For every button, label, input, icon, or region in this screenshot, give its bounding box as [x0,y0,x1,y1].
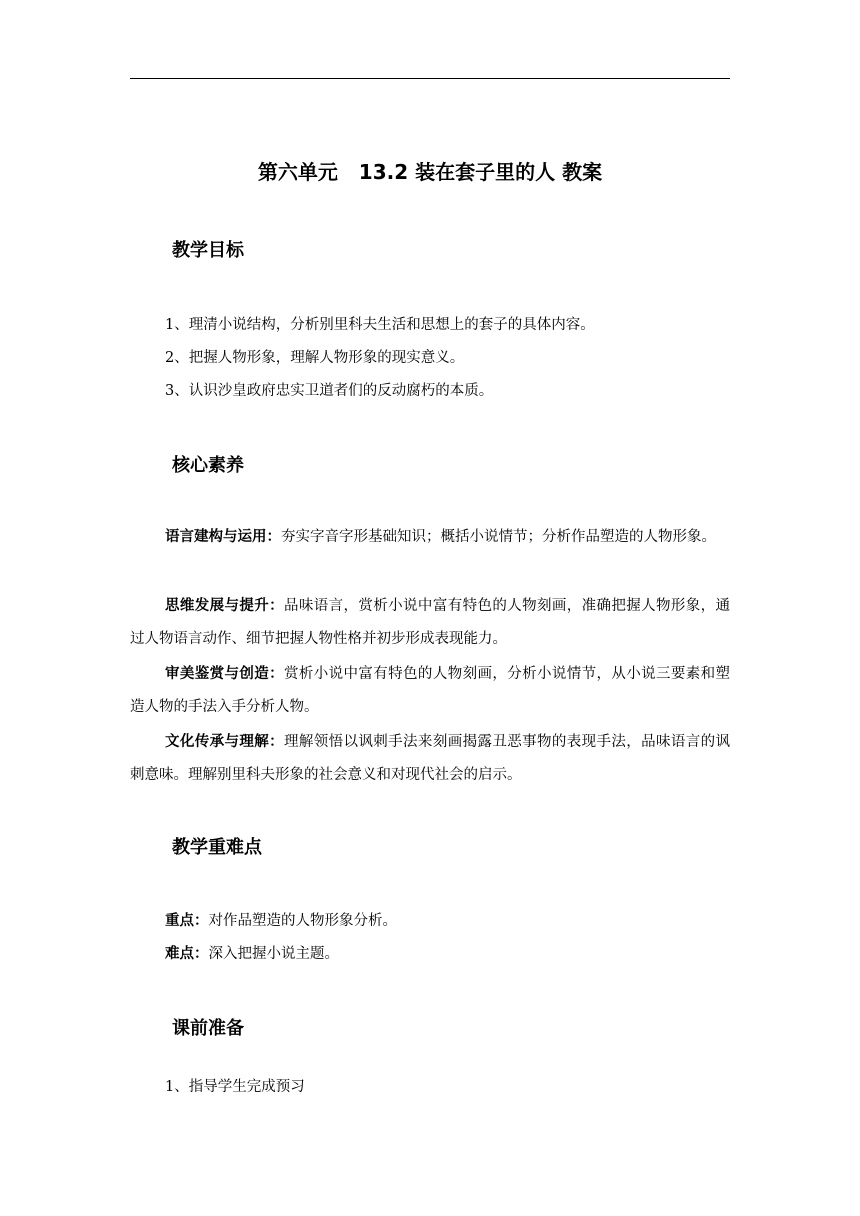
literacy-text: 赏析小说中富有特色的人物刻画，分析小说情节，从小说三要素和塑造人物的手法入手分析人物。 [130,666,731,715]
keypoint-difficulty [165,943,339,965]
keypoint-text: 对作品塑造的人物形象分析。 [208,913,397,929]
keypoint-focus [165,910,397,932]
keypoint-text: 深入把握小说主题。 [208,946,339,962]
objective-item-3: 3、认识沙皇政府忠实卫道者们的反动腐朽的本质。 [165,383,494,399]
literacy-text: 夯实字音字形基础知识；概括小说情节；分析作品塑造的人物形象。 [281,529,716,545]
preparation-item-1: 1、指导学生完成预习 [165,1079,305,1095]
objective-item-2: 2、把握人物形象，理解人物形象的现实意义。 [165,350,465,366]
heading-objectives: 教学目标 [172,240,244,261]
header-rule [130,78,730,79]
keypoint-label: 难点： [165,946,209,962]
document-title: 第六单元 13.2 装在套子里的人 教案 [257,160,603,184]
heading-keypoints: 教学重难点 [172,837,262,858]
objective-item-1: 1、理清小说结构，分析别里科夫生活和思想上的套子的具体内容。 [165,317,595,333]
literacy-text: 品味语言，赏析小说中富有特色的人物刻画，准确把握人物形象，通过人物语言动作、细节把握人物性格并初步形成表现能力。 [130,598,731,647]
literacy-label: 文化传承与理解： [165,734,285,750]
keypoint-label: 重点： [165,913,209,929]
literacy-text: 理解领悟以讽刺手法来刻画揭露丑恶事物的表现手法，品味语言的讽刺意味。理解别里科夫形象的社会意义和对现代社会的启示。 [130,734,731,783]
heading-literacy: 核心素养 [172,455,244,476]
literacy-label: 审美鉴赏与创造： [165,666,285,682]
heading-preparation: 课前准备 [172,1018,244,1039]
literacy-paragraph-language [130,521,730,554]
literacy-paragraph-culture [130,726,730,792]
literacy-label: 思维发展与提升： [165,598,285,614]
literacy-paragraph-aesthetic [130,658,730,724]
literacy-paragraph-thinking [130,590,730,656]
literacy-label: 语言建构与运用： [165,529,281,545]
